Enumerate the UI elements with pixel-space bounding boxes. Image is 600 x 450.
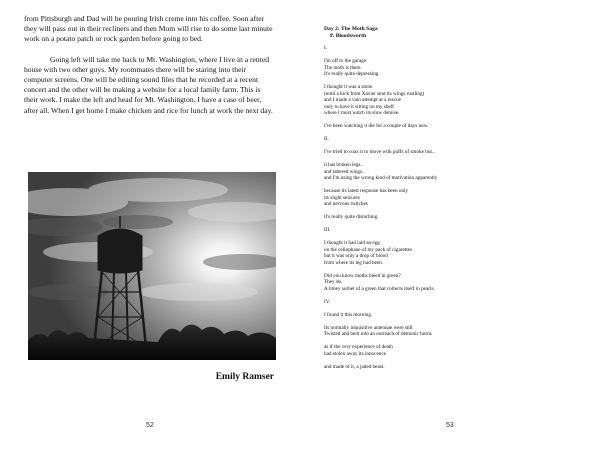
poem-stanza (324, 240, 576, 266)
poem-author: P. Bloodsworth (330, 32, 367, 39)
poem-line: it has broken legs.. (324, 162, 364, 168)
page-number-left: 52 (146, 422, 154, 429)
poem-stanza (324, 84, 576, 117)
poem-line: had stolen away its innocence (324, 350, 386, 357)
poem-section-numeral: II. (324, 136, 329, 142)
poem-line: (until a kick from Xavier sent its wings rustling) (324, 90, 425, 97)
poem-line: I thought it had laid an egg (324, 240, 380, 246)
poem-stanza (324, 58, 576, 78)
poem-line: only to have it sitting on my shelf (324, 103, 394, 110)
poem-line: I've been watching it die for a couple of days now. (324, 123, 429, 129)
poem-section-numeral: IV. (324, 298, 331, 305)
prose-text (24, 14, 276, 126)
poem-stanza (324, 214, 576, 221)
poem-line: but it was only a drop of blood (324, 253, 388, 259)
poem-line: and made of it, a jaded beast. (324, 363, 385, 370)
poem-stanza (324, 162, 576, 182)
poem-line: A limey sorbet of a green that collects itself in pearls. (324, 285, 435, 292)
page-number-right: 53 (446, 422, 454, 429)
poem-section-numeral: III. (324, 227, 331, 233)
poem (324, 26, 576, 377)
poem-stanza (324, 188, 576, 208)
poem-stanza (324, 123, 576, 130)
poem-line: I thought it was a stone (324, 84, 373, 90)
poem-title: Day 2: The Moth Saga (324, 26, 378, 32)
poem-line: I'm off to the garage. (324, 58, 368, 64)
poem-line: and I made a vain attempt at a rescue (324, 97, 401, 103)
poem-line: from where its leg had been. (324, 259, 384, 266)
poem-line: Did you know moths bleed in green? (324, 272, 401, 279)
poem-stanza (324, 364, 576, 371)
poem-line: It's really quite depressing. (324, 71, 380, 77)
poem-line: and nervous twitches (324, 201, 368, 207)
poem-line: on the cellophane of my pack of cigarettes (324, 246, 413, 253)
poem-stanza (324, 273, 576, 293)
poem-line: its slight seizures (324, 194, 360, 201)
poem-line: They do. (324, 279, 343, 285)
prose-paragraph-2: Going left will take me back to Mt. Washington, where I live in a rented house with two other guys. My roommates there will be staring into their computer screens. One will be editing sound files that he recorded at a recent concert and the other will be making a website for a local family farm. This is their work. I make the left and head for Mt. Washington. I have a case of beer, after all. When I get home I make chicken and rice for lunch at work the next day. (24, 54, 273, 115)
photo-credit: Emily Ramser (215, 372, 274, 382)
poem-stanza (324, 325, 576, 338)
poem-line: I found it this morning. (324, 311, 373, 318)
poem-stanza (324, 312, 576, 319)
poem-line: and I'm using the wrong kind of motivation apparently (324, 175, 438, 181)
poem-line: Its normally inquisitive antennae were still (324, 324, 413, 331)
poem-line: and tattered wings.. (324, 168, 365, 175)
poem-line: Twisted and bent into an outreach of demonic horns (324, 331, 432, 337)
prose-paragraph-1: from Pittsburgh and Dad will be pouring Irish creme into his coffee. Soon after they will pass out in their recliners and then Mom will rise to do some last minute work on a potato patch or rock garden before going to bed. (24, 14, 273, 44)
poem-line: It's really quite disturbing. (324, 214, 379, 220)
poem-line: I've tried to coax it to move with puffs of smoke but... (324, 149, 436, 155)
poem-stanza (324, 344, 576, 357)
water-tower-image (28, 172, 276, 360)
poem-line: as if the very experience of death (324, 344, 393, 350)
poem-stanza (324, 149, 576, 156)
poem-line: because its latest response has been only (324, 188, 409, 194)
poem-body (324, 45, 576, 370)
poem-line: The moth is there. (324, 64, 362, 71)
poem-section-numeral: I. (324, 45, 328, 51)
poem-line: where I must watch its slow demise. (324, 110, 400, 116)
water-tower-photo (28, 172, 276, 360)
